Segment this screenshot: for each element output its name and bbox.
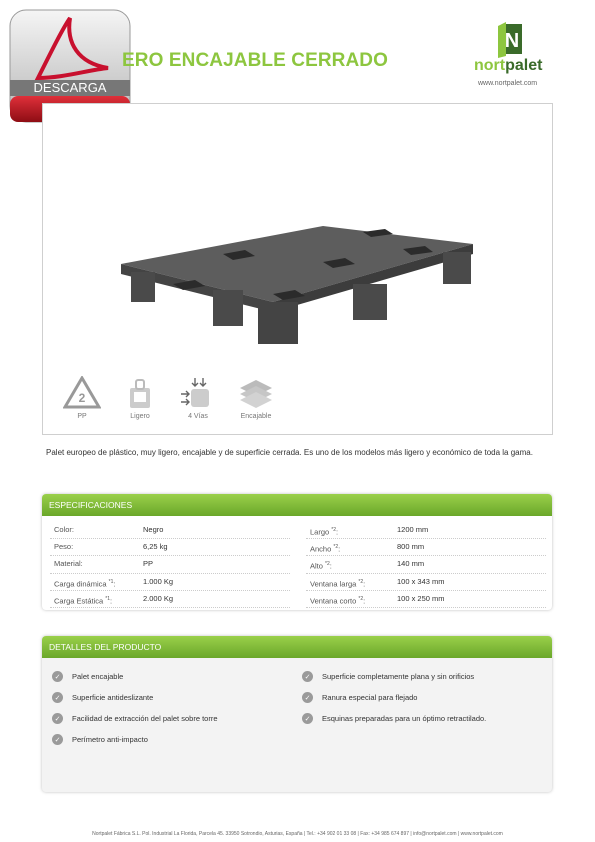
logo-mark-icon bbox=[476, 22, 556, 58]
feature-label: Encajable bbox=[240, 413, 272, 420]
feature-pp bbox=[53, 376, 111, 420]
spec-row: Carga dinámica $^{*1}$: 1.000 Kg bbox=[50, 574, 290, 591]
logo-url: www.nortpalet.com bbox=[478, 80, 538, 87]
product-image-frame bbox=[42, 103, 553, 435]
feature-label: PP bbox=[77, 413, 87, 420]
check-icon: ✓ bbox=[52, 713, 63, 724]
spec-row: Ancho $^{*2}$: 800 mm bbox=[306, 539, 546, 556]
spec-row: Ventana larga $^{*2}$: 100 x 343 mm bbox=[306, 574, 546, 591]
spec-row: Carga Estática $^{*1}$: 2.000 Kg bbox=[50, 591, 290, 608]
check-icon: ✓ bbox=[302, 671, 313, 682]
feature-encajable bbox=[227, 376, 285, 420]
spec-row: Ventana corto $^{*2}$: 100 x 250 mm bbox=[306, 591, 546, 608]
list-item: ✓ Superficie completamente plana y sin orificios bbox=[302, 666, 486, 687]
product-description: Palet europeo de plástico, muy ligero, encajable y de superficie cerrada. Es uno de los modelos más ligero y económico de toda la gama. bbox=[46, 448, 533, 457]
product-details-panel bbox=[42, 636, 552, 792]
logo-wordmark bbox=[474, 57, 542, 75]
list-item: ✓ Superficie antideslizante bbox=[52, 687, 218, 708]
spec-row: Color: Negro bbox=[50, 522, 290, 539]
weight-icon bbox=[121, 376, 159, 410]
list-item: ✓ Palet encajable bbox=[52, 666, 218, 687]
specifications-panel bbox=[42, 494, 552, 610]
feature-4vias bbox=[169, 376, 227, 420]
details-column-right bbox=[302, 666, 486, 729]
feature-ligero bbox=[111, 376, 169, 420]
feature-icons bbox=[53, 376, 285, 420]
check-icon: ✓ bbox=[52, 734, 63, 745]
check-icon: ✓ bbox=[52, 692, 63, 703]
specifications-header: ESPECIFICACIONES bbox=[42, 494, 552, 516]
list-item: ✓ Perímetro anti-impacto bbox=[52, 729, 218, 750]
logo-part2: palet bbox=[505, 57, 543, 74]
list-item: ✓ Facilidad de extracción del palet sobre torre bbox=[52, 708, 218, 729]
spec-row: Alto $^{*2}$: 140 mm bbox=[306, 556, 546, 573]
four-way-icon bbox=[179, 376, 217, 410]
recycle-number: 2 bbox=[78, 391, 86, 405]
details-column-left bbox=[52, 666, 218, 750]
check-icon: ✓ bbox=[302, 692, 313, 703]
list-item: ✓ Ranura especial para flejado bbox=[302, 687, 486, 708]
check-icon: ✓ bbox=[52, 671, 63, 682]
recycle-pp-icon bbox=[63, 376, 101, 410]
svg-text:N: N bbox=[504, 30, 520, 52]
list-item: ✓ Esquinas preparadas para un óptimo retractilado. bbox=[302, 708, 486, 729]
spec-column-left bbox=[50, 522, 290, 608]
spec-row: Material: PP bbox=[50, 556, 290, 573]
spec-column-right bbox=[306, 522, 546, 608]
feature-label: 4 Vías bbox=[188, 413, 208, 420]
pallet-image bbox=[113, 144, 483, 354]
product-title: ERO ENCAJABLE CERRADO bbox=[122, 50, 389, 71]
details-header: DETALLES DEL PRODUCTO bbox=[42, 636, 552, 658]
check-icon: ✓ bbox=[302, 713, 313, 724]
logo-part1: nort bbox=[474, 57, 506, 74]
pdf-label-top: DESCARGA bbox=[33, 80, 107, 95]
feature-label: Ligero bbox=[130, 413, 150, 420]
spec-row: Largo $^{*2}$: 1200 mm bbox=[306, 522, 546, 539]
spec-row: Peso: 6,25 kg bbox=[50, 539, 290, 556]
footer-contact: Nortpalet Fábrica S.L. Pol. Industrial La Florida, Parcela 45. 33950 Sotrondio, Asturias, España | Tel.: +34 902 01 33 08 | Fax: +34 985 674 897 | info@nortpalet.com | www.nortpalet.com bbox=[92, 831, 503, 837]
stackable-icon bbox=[237, 376, 275, 410]
